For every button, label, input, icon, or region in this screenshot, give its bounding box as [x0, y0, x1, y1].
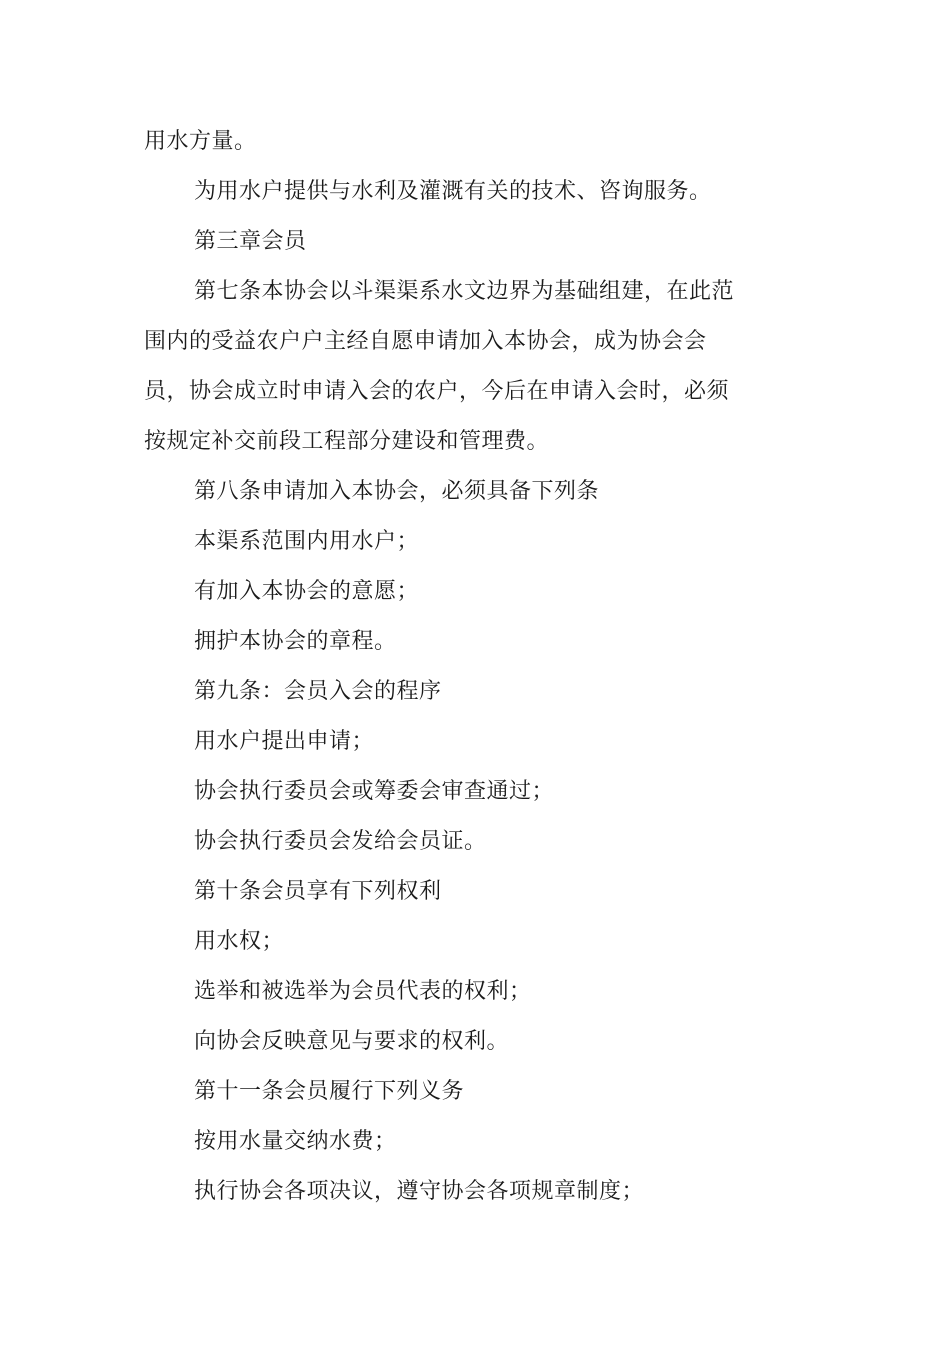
list-item: 向协会反映意见与要求的权利。	[194, 1029, 510, 1054]
article-heading: 第八条申请加入本协会，必须具备下列条	[194, 479, 600, 504]
list-item: 本渠系范围内用水户；	[194, 529, 420, 554]
text-line: 为用水户提供与水利及灌溉有关的技术、咨询服务。	[194, 179, 712, 204]
article-heading: 第十条会员享有下列权利	[194, 879, 442, 904]
article-heading: 第九条：会员入会的程序	[194, 679, 442, 704]
list-item: 选举和被选举为会员代表的权利；	[194, 979, 532, 1004]
article-heading: 第十一条会员履行下列义务	[194, 1079, 465, 1104]
article-paragraph-line: 围内的受益农户户主经自愿申请加入本协会，成为协会会	[144, 329, 707, 354]
article-paragraph-line: 按规定补交前段工程部分建设和管理费。	[144, 429, 550, 454]
list-item: 用水权；	[194, 929, 285, 954]
list-item: 协会执行委员会或筹委会审查通过；	[194, 779, 555, 804]
article-paragraph-line: 员，协会成立时申请入会的农户，今后在申请入会时，必须	[144, 379, 730, 404]
list-item: 用水户提出申请；	[194, 729, 375, 754]
list-item: 拥护本协会的章程。	[194, 629, 397, 654]
article-paragraph-line: 第七条本协会以斗渠渠系水文边界为基础组建，在此范	[194, 279, 735, 304]
list-item: 按用水量交纳水费；	[194, 1129, 397, 1154]
text-line: 用水方量。	[144, 129, 257, 154]
chapter-heading: 第三章会员	[194, 229, 307, 254]
list-item: 执行协会各项决议，遵守协会各项规章制度；	[194, 1179, 645, 1204]
list-item: 协会执行委员会发给会员证。	[194, 829, 487, 854]
list-item: 有加入本协会的意愿；	[194, 579, 420, 604]
